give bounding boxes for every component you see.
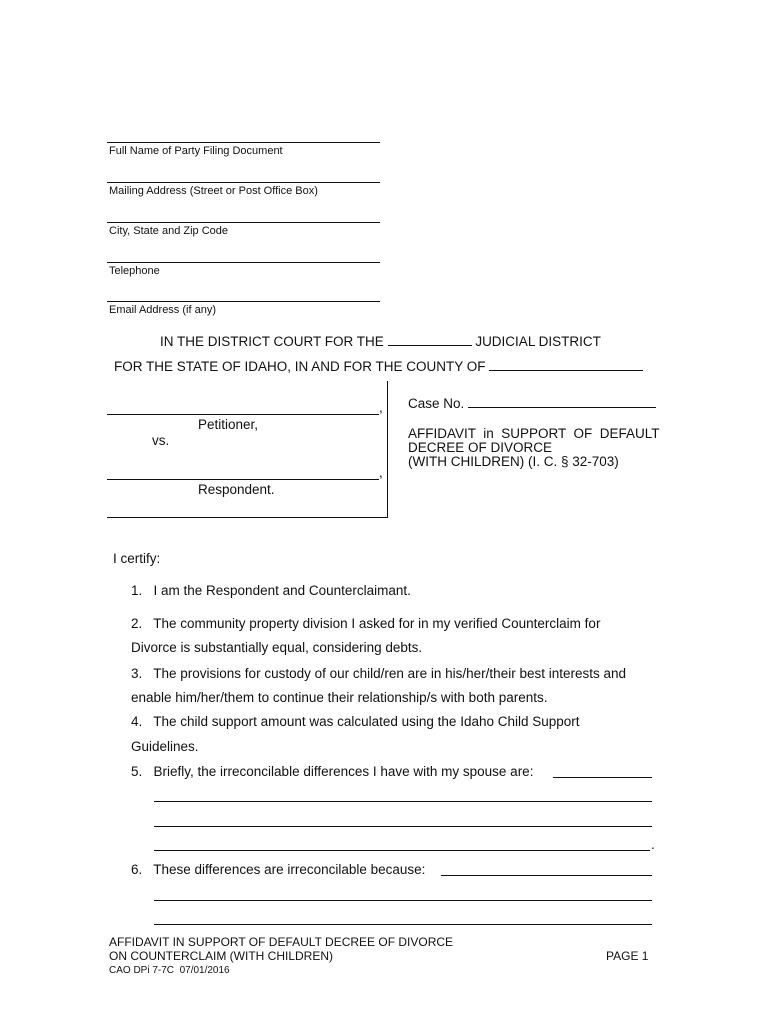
- petitioner-line[interactable]: [107, 414, 379, 415]
- item-3-line1: 3. The provisions for custody of our child/ren are in his/her/their best interests and: [131, 666, 627, 681]
- page-number: PAGE 1: [606, 949, 649, 963]
- item-2-line2: Divorce is substantially equal, considering debts.: [131, 640, 423, 655]
- court-county-text: FOR THE STATE OF IDAHO, IN AND FOR THE COUNTY OF: [114, 359, 486, 374]
- telephone-line[interactable]: [107, 262, 380, 263]
- item-6-blank-inline[interactable]: [441, 875, 652, 876]
- county-blank[interactable]: [489, 370, 643, 371]
- telephone-label: Telephone: [109, 265, 160, 277]
- court-heading-line2: [114, 359, 643, 374]
- city-label: City, State and Zip Code: [109, 225, 229, 237]
- item-1: 1. I am the Respondent and Counterclaimant.: [131, 583, 411, 598]
- case-number-blank[interactable]: [468, 407, 656, 408]
- item-5-blank-inline[interactable]: [553, 777, 652, 778]
- address-line[interactable]: [107, 182, 380, 183]
- court-heading-pre: IN THE DISTRICT COURT FOR THE: [160, 334, 384, 349]
- petitioner-comma: ,: [379, 400, 383, 415]
- item-6-blank-2[interactable]: [154, 924, 652, 925]
- item-4-line2: Guidelines.: [131, 739, 199, 754]
- respondent-comma: ,: [379, 465, 383, 480]
- item-5-period: .: [651, 837, 655, 852]
- case-number-label: Case No.: [408, 396, 465, 411]
- document-title-line1: AFFIDAVIT in SUPPORT OF DEFAULT: [408, 426, 660, 441]
- footer-title-line1: AFFIDAVIT IN SUPPORT OF DEFAULT DECREE OF DIVORCE: [109, 935, 454, 949]
- petitioner-label: Petitioner,: [198, 417, 259, 432]
- case-caption-box: [107, 381, 388, 518]
- case-number: [408, 396, 656, 411]
- form-code: CAO DPi 7-7C 07/01/2016: [109, 965, 230, 976]
- respondent-label: Respondent.: [198, 482, 275, 497]
- court-heading-post: JUDICIAL DISTRICT: [475, 334, 601, 349]
- item-5: 5. Briefly, the irreconcilable differences I have with my spouse are:: [131, 764, 534, 779]
- item-5-blank-3[interactable]: [154, 850, 650, 851]
- item-5-blank-2[interactable]: [154, 826, 652, 827]
- document-title-line3: (WITH CHILDREN) (I. C. § 32-703): [408, 454, 619, 469]
- item-3-line2: enable him/her/them to continue their relationship/s with both parents.: [131, 690, 548, 705]
- name-line[interactable]: [107, 142, 380, 143]
- document-title-line2: DECREE OF DIVORCE: [408, 440, 553, 455]
- item-5-blank-1[interactable]: [154, 801, 652, 802]
- city-line[interactable]: [107, 222, 380, 223]
- respondent-line[interactable]: [107, 479, 379, 480]
- item-2-line1: 2. The community property division I asked for in my verified Counterclaim for: [131, 616, 601, 631]
- certify-text: I certify:: [113, 551, 161, 566]
- address-label: Mailing Address (Street or Post Office Box): [109, 185, 318, 197]
- item-4-line1: 4. The child support amount was calculated using the Idaho Child Support: [131, 714, 580, 729]
- item-6: 6. These differences are irreconcilable because:: [131, 862, 426, 877]
- district-blank[interactable]: [388, 345, 472, 346]
- email-line[interactable]: [107, 301, 380, 302]
- email-label: Email Address (if any): [109, 304, 216, 316]
- vs-label: vs.: [152, 433, 170, 448]
- footer-title-line2: ON COUNTERCLAIM (WITH CHILDREN): [109, 949, 333, 963]
- item-6-blank-1[interactable]: [154, 900, 652, 901]
- court-heading-line1: [160, 334, 601, 349]
- name-label: Full Name of Party Filing Document: [109, 145, 283, 157]
